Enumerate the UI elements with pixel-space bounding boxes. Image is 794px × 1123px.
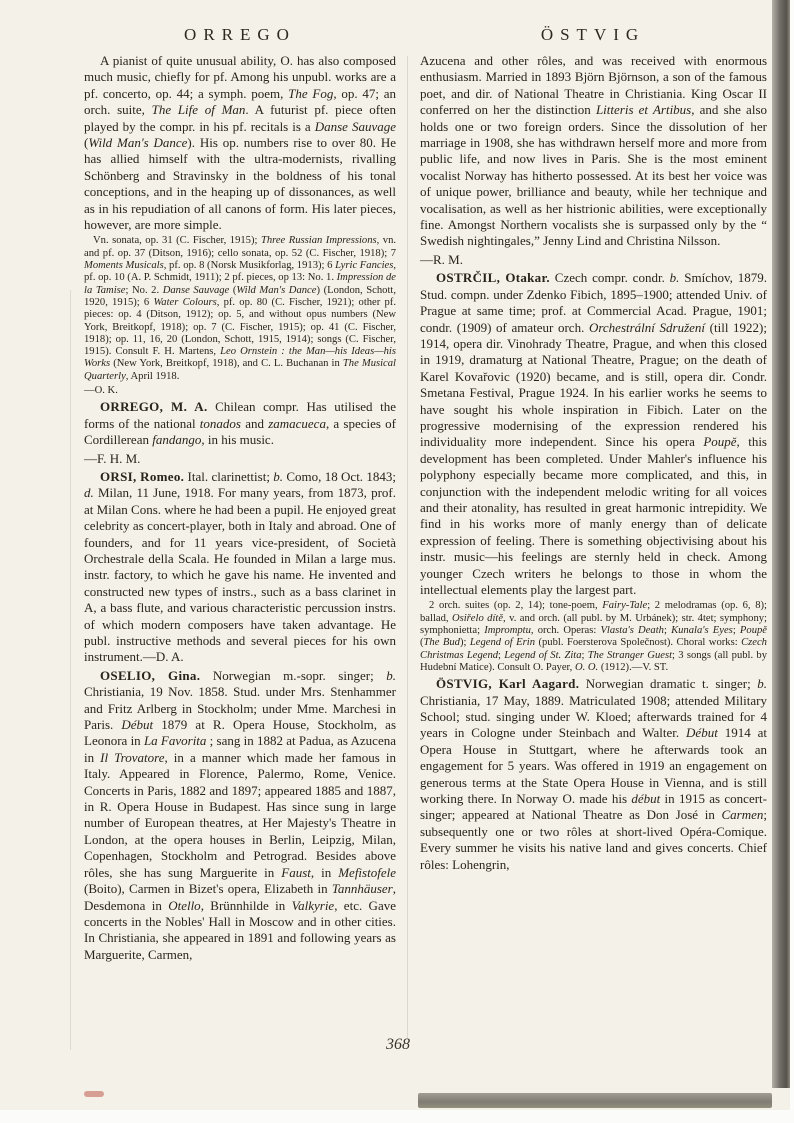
- works-list-paragraph: 2 orch. suites (op. 2, 14); tone-poem, Fairy-Tale; 2 melodramas (op. 6, 8); ballad, Osiřelo dítě, v. and orch. (all publ. by M. Urbánek); str. 4tet; symphony; symphonietta; Impromptu, orch. Operas: Vlasta's Death; Kunala's Eyes; Poupě (The Bud); Legend of Erin (publ. Foersterova Společnost). Choral works: Czech Christmas Legend; Legend of St. Zita; The Stranger Guest; 3 songs (all publ. by Hudební Matice). Consult O. Payer, O. O. (1912).—V. ST.: [420, 600, 768, 673]
- entry-headword: OSTRČIL, Otakar.: [436, 270, 550, 286]
- signature-line: —F. H. M.: [84, 450, 141, 466]
- entry-paragraph: A pianist of quite unusual ability, O. has also composed much music, chiefly for pf. Among his unpubl. works are a pf. concerto, op. 44; a symph. poem, The Fog, op. 47; an orch. suite, The Life of Man. A futurist pf. piece often played by the compr. in his pf. recitals is a Danse Sauvage (Wild Man's Dance). His op. numbers rise to over 80. He has allied himself with the ultra-modernists, rivalling Schönberg and Stravinsky in the boldness of his tonal conceptions, and in the heaping up of dissonances, as well as in his repudiation of all canons of form. His later pieces, however, are more simple.: [84, 53, 396, 233]
- entry-paragraph: Azucena and other rôles, and was received with enormous enthusiasm. Married in 1893 Björn Björnson, a son of the famous poet, and dir. of National Theatre in Christiania. King Oscar II conferred on her the distinction Litteris et Artibus, and she also holds one or two foreign orders. Since the dissolution of her marriage in 1908, she has withdrawn herself more and more from public life, and now lives in Paris. She is the most eminent vocalist Norway has hitherto possessed. At its best her voice was of unique power, brilliance and beauty, while her technique and vocalisation, as well as her histrionic abilities, were exceptionally fine. Amongst Northern vocalists she is surpassed only by the “ Swedish nightingales,” Jenny Lind and Christina Nilsson.: [420, 53, 767, 249]
- running-head-right: ÖSTVIG: [540, 25, 646, 44]
- entry-paragraph: ÖSTVIG, Karl Aagard. Norwegian dramatic t. singer; b. Christiania, 17 May, 1889. Matriculated 1908; attended Military School; stud. singing under W. Kloed; afterwards trained for 4 years in Cologne under Steinbach and Walter. Début 1914 at Opera House in Stuttgart, where he afterwards took an engagement for 5 years. Was offered in 1919 an engagement on generous terms at the State Opera House in Vienna, and is still working there. In Norway O. made his début in 1915 as concert-singer; appeared at National Theatre as Don José in Carmen; subsequently one or two rôles at short-lived Opéra-Comique. Every summer he visits his native land and gives concerts. Chief rôles: Lohengrin,: [420, 676, 767, 872]
- scan-gutter-shadow: [70, 290, 71, 1050]
- entry-headword: ORREGO, M. A.: [100, 399, 208, 415]
- scan-edge-bottom: [418, 1093, 772, 1108]
- page-number: 368: [386, 1036, 410, 1053]
- column-left: [84, 53, 396, 963]
- entry-paragraph: ORREGO, M. A. Chilean compr. Has utilised the forms of the national tonados and zamacueca, a species of Cordillerean fandango, in his music.: [84, 399, 397, 448]
- column-divider: [407, 56, 408, 1038]
- entry-headword: ORSI, Romeo.: [100, 468, 185, 484]
- works-list-paragraph: Vn. sonata, op. 31 (C. Fischer, 1915); Three Russian Impressions, vn. and pf. op. 37 (Ditson, 1916); cello sonata, op. 52 (C. Fischer, 1918); 7 Moments Musicals, pf. op. 8 (Norsk Musikforlag, 1913); 6 Lyric Fancies, pf. op. 10 (A. P. Schmidt, 1911); 2 pf. pieces, op 13: No. 1. Impression de la Tamise; No. 2. Danse Sauvage (Wild Man's Dance) (London, Schott, 1920, 1915); 6 Water Colours, pf. op. 80 (C. Fischer, 1921); other pf. pieces: op. 4 (Ditson, 1912); op. 5, and without opus numbers (New York, Breitkopf, 1918); op. 7 (C. Fischer, 1915); op. 41 (C. Fischer, 1918); op. 11, 16, 20 (London, Schott, 1915, 1914); songs (C. Fischer, 1915). Consult F. H. Martens, Leo Ornstein : the Man—his Ideas—his Works (New York, Breitkopf, 1918), and C. L. Buchanan in The Musical Quarterly, April 1918.: [84, 235, 397, 382]
- signature-line: —R. M.: [420, 251, 463, 267]
- scan-margin-bottom: [0, 1110, 794, 1123]
- entry-paragraph: ORSI, Romeo. Ital. clarinettist; b. Como, 18 Oct. 1843; d. Milan, 11 June, 1918. For many years, from 1873, prof. at Milan Cons. where he had been a pupil. He enjoyed great celebrity as concert-player, both in Italy and abroad. One of founders, and for 11 years vice-president, of Società Orchestrale della Scala. He founded in Milan a large mus. instr. factory, to which he gave his name. He invented and constructed new types of instrs., such as a bass clarinet in A, a bass flute, and various characteristic percussion instrs. of which modern composers have taken advantage. He publ. instructive methods and several pieces for his own instrument.—D. A.: [84, 468, 396, 665]
- scan-edge-right: [772, 0, 790, 1088]
- signature-line: —O. K.: [84, 385, 118, 397]
- column-right: [420, 53, 767, 873]
- scan-margin-right: [790, 0, 794, 1123]
- running-head-left: ORREGO: [184, 25, 296, 44]
- entry-headword: OSELIO, Gina.: [100, 667, 201, 683]
- entry-paragraph: OSELIO, Gina. Norwegian m.-sopr. singer; b. Christiania, 19 Nov. 1858. Stud. under Mrs. Stenhammer and Fritz Arlberg in Stockholm; under Mme. Marchesi in Paris. Début 1879 at R. Opera House, Stockholm, as Leonora in La Favorita ; sang in 1882 at Padua, as Azucena in Il Trovatore, in a manner which made her famous in Italy. Appeared in Florence, Palermo, Rome, Venice. Concerts in Paris, 1882 and 1897; appeared 1885 and 1887, in R. Opera House in Budapest. Has since sung in large number of European theatres, at Her Majesty's Theatre in London, at the opera houses in Berlin, Leipzig, Milan, Copenhagen, Stockholm and Petrograd. Besides above rôles, she has sung Marguerite in Faust, in Mefistofele (Boito), Carmen in Bizet's opera, Elizabeth in Tannhäuser, Desdemona in Otello, Brünnhilde in Valkyrie, etc. Gave concerts in the Nobles' Hall in Moscow and in other cities. In Christiania, she appeared in 1891 and following years as Marguerite, Carmen,: [84, 667, 397, 962]
- scan-red-mark: [84, 1091, 104, 1097]
- entry-headword: ÖSTVIG, Karl Aagard.: [436, 676, 580, 692]
- entry-paragraph: OSTRČIL, Otakar. Czech compr. condr. b. Smíchov, 1879. Stud. compn. under Zdenko Fibich, 1895–1900; attended Univ. of Prague at same time; prof. at Commercial Acad. Prague, 1901; condr. (1909) of amateur orch. Orchestrální Sdružení (till 1922); 1914, opera dir. Vinohrady Theatre, Prague, and when this closed in 1919, dramaturg at National Theatre, Prague; on the death of Karel Kovařovic (1920) became, and is still, opera dir. Condr. Smetana Festival, Prague 1924. In his earlier works he seems to have sought his whole inspiration in Fibich. Later on the progressive modernising of the expression rendered his individuality more independent. Since his opera Poupě, this development has been completed. Under Mahler's influence his polyphony especially became more complicated, and this, in conjunction with the independent melodic writing for all voices and their atonality, has resulted in great harmonic intrepidity. We find in his works more of manly energy than of delicate expression of feeling. There is something objectivising about his instr. music—his feelings are sternly held in check. Among younger Czech writers he belongs to those in whom the intellectual elements play the largest part.: [420, 270, 767, 597]
